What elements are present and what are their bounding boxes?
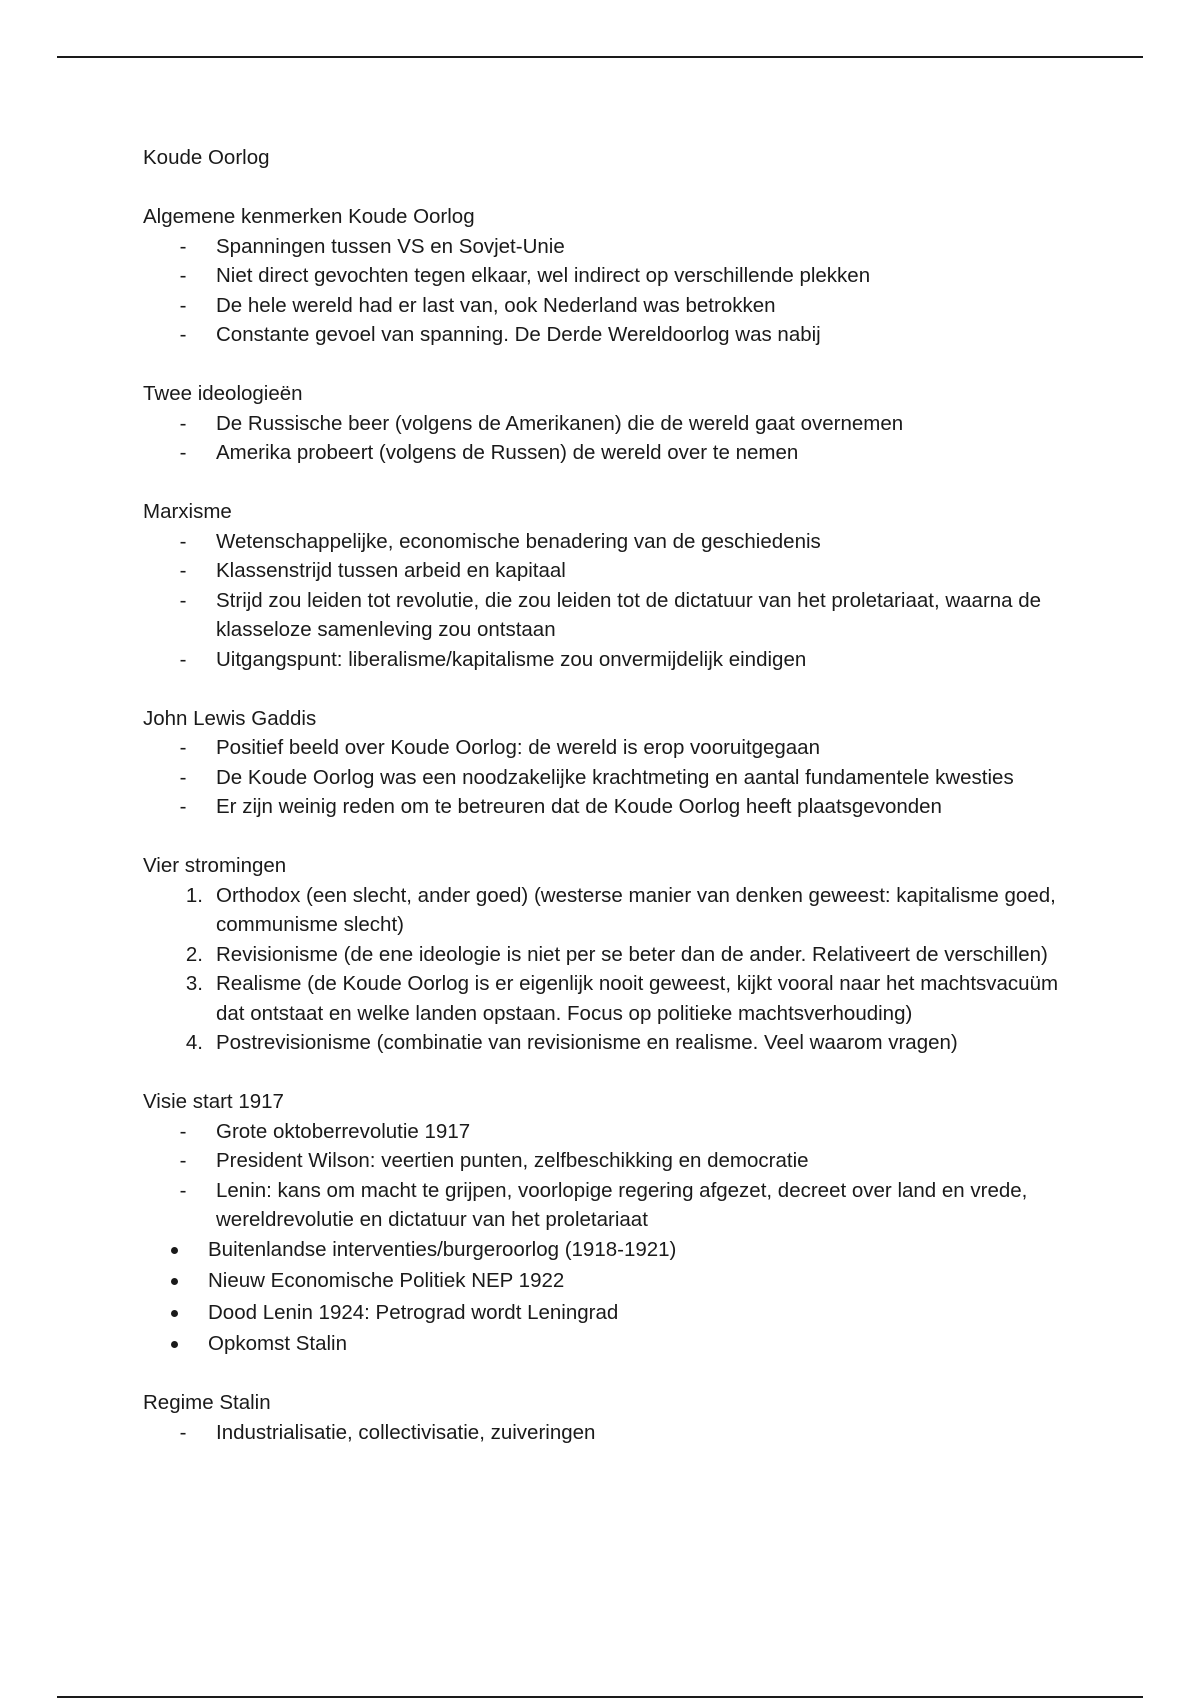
dash-marker: - bbox=[179, 234, 187, 258]
dash-list bbox=[143, 232, 1083, 350]
list-item: - Constante gevoel van spanning. De Derde Wereldoorlog was nabij bbox=[143, 320, 1083, 350]
dash-marker: - bbox=[179, 795, 187, 818]
bullet-dot-icon bbox=[171, 1247, 178, 1254]
dash-marker: - bbox=[179, 1178, 187, 1202]
dash-marker: - bbox=[179, 736, 187, 759]
dash-list bbox=[143, 733, 1083, 822]
list-item: - Strijd zou leiden tot revolutie, die zou leiden tot de dictatuur van het proletariaat, waarna de klasseloze samenleving zou ontstaan bbox=[143, 586, 1083, 645]
dash-list bbox=[143, 527, 1083, 675]
section-john-lewis-gaddis bbox=[143, 704, 1083, 822]
dash-marker: - bbox=[179, 559, 187, 582]
dash-marker: - bbox=[179, 293, 187, 317]
section-algemene-kenmerken bbox=[143, 202, 1083, 350]
numbered-list bbox=[143, 881, 1083, 1058]
dash-marker: - bbox=[179, 264, 187, 287]
dash-marker: - bbox=[179, 441, 187, 464]
bullet-dot-icon bbox=[171, 1341, 178, 1348]
list-item: 3 . Realisme (de Koude Oorlog is er eigenlijk nooit geweest, kijkt vooral naar het machtsvacuüm dat ontstaat en welke landen opstaan. Focus op politieke machtsverhouding) bbox=[143, 969, 1083, 1028]
section-regime-stalin bbox=[143, 1388, 1083, 1447]
bullet-dot-icon bbox=[171, 1278, 178, 1285]
dash-marker: - bbox=[179, 323, 187, 346]
list-item: 4 . Postrevisionisme (combinatie van revisionisme en realisme. Veel waarom vragen) bbox=[143, 1028, 1083, 1058]
section-visie-start-1917 bbox=[143, 1087, 1083, 1359]
dash-marker: - bbox=[179, 411, 187, 435]
dash-marker: - bbox=[179, 529, 187, 553]
section-heading: Visie start 1917 bbox=[143, 1090, 284, 1113]
section-heading: Algemene kenmerken Koude Oorlog bbox=[143, 205, 475, 228]
list-item: Nieuw Economische Politiek NEP 1922 bbox=[143, 1266, 1083, 1296]
section-marxisme bbox=[143, 497, 1083, 674]
list-item: Buitenlandse interventies/burgeroorlog (1918-1921) bbox=[143, 1235, 1083, 1265]
list-item: - Industrialisatie, collectivisatie, zuiveringen bbox=[143, 1418, 1083, 1448]
list-item: - Uitgangspunt: liberalisme/kapitalisme zou onvermijdelijk eindigen bbox=[143, 645, 1083, 675]
list-item: - Amerika probeert (volgens de Russen) de wereld over te nemen bbox=[143, 438, 1083, 468]
list-item: Dood Lenin 1924: Petrograd wordt Leningrad bbox=[143, 1298, 1083, 1328]
number-marker: 1 . bbox=[173, 881, 203, 911]
section-vier-stromingen bbox=[143, 851, 1083, 1058]
header-rule bbox=[57, 56, 1143, 58]
dash-list bbox=[143, 409, 1083, 468]
list-item: - De Koude Oorlog was een noodzakelijke krachtmeting en aantal fundamentele kwesties bbox=[143, 763, 1083, 793]
document-title: Koude Oorlog bbox=[143, 146, 270, 169]
section-heading: John Lewis Gaddis bbox=[143, 706, 317, 730]
dash-marker: - bbox=[179, 765, 187, 789]
list-item: - De hele wereld had er last van, ook Nederland was betrokken bbox=[143, 291, 1083, 321]
number-marker: 4 . bbox=[173, 1028, 203, 1058]
dash-list bbox=[143, 1418, 1083, 1448]
section-heading: Marxisme bbox=[143, 500, 232, 523]
list-item: - Grote oktoberrevolutie 1917 bbox=[143, 1117, 1083, 1147]
document-body bbox=[143, 143, 1083, 1477]
dash-list bbox=[143, 1117, 1083, 1235]
list-item: 1 . Orthodox (een slecht, ander goed) (westerse manier van denken geweest: kapitalisme goed, communisme slecht) bbox=[143, 881, 1083, 940]
list-item: - Lenin: kans om macht te grijpen, voorlopige regering afgezet, decreet over land en vrede, wereldrevolutie en dictatuur van het proletariaat bbox=[143, 1176, 1083, 1235]
dash-marker: - bbox=[179, 1149, 187, 1172]
number-marker: 3 . bbox=[173, 969, 203, 999]
bullet-dot-icon bbox=[171, 1310, 178, 1317]
list-item: Opkomst Stalin bbox=[143, 1329, 1083, 1359]
section-heading: Vier stromingen bbox=[143, 854, 287, 877]
dash-marker: - bbox=[179, 588, 187, 612]
dash-marker: - bbox=[179, 647, 187, 671]
number-marker: 2 . bbox=[173, 940, 203, 970]
bullet-list bbox=[143, 1235, 1083, 1359]
section-heading: Regime Stalin bbox=[143, 1391, 271, 1414]
section-twee-ideologieen bbox=[143, 379, 1083, 468]
list-item: - Niet direct gevochten tegen elkaar, wel indirect op verschillende plekken bbox=[143, 261, 1083, 291]
list-item: - Er zijn weinig reden om te betreuren dat de Koude Oorlog heeft plaatsgevonden bbox=[143, 792, 1083, 822]
dash-marker: - bbox=[179, 1119, 187, 1143]
list-item: - Klassenstrijd tussen arbeid en kapitaal bbox=[143, 556, 1083, 586]
list-item: - Positief beeld over Koude Oorlog: de wereld is erop vooruitgegaan bbox=[143, 733, 1083, 763]
list-item: - De Russische beer (volgens de Amerikanen) die de wereld gaat overnemen bbox=[143, 409, 1083, 439]
section-heading: Twee ideologieën bbox=[143, 382, 303, 405]
footer-rule bbox=[57, 1696, 1143, 1698]
list-item: - Wetenschappelijke, economische benadering van de geschiedenis bbox=[143, 527, 1083, 557]
list-item: - President Wilson: veertien punten, zelfbeschikking en democratie bbox=[143, 1146, 1083, 1176]
list-item: - Spanningen tussen VS en Sovjet-Unie bbox=[143, 232, 1083, 262]
dash-marker: - bbox=[179, 1420, 187, 1444]
list-item: 2 . Revisionisme (de ene ideologie is niet per se beter dan de ander. Relativeert de verschillen) bbox=[143, 940, 1083, 970]
